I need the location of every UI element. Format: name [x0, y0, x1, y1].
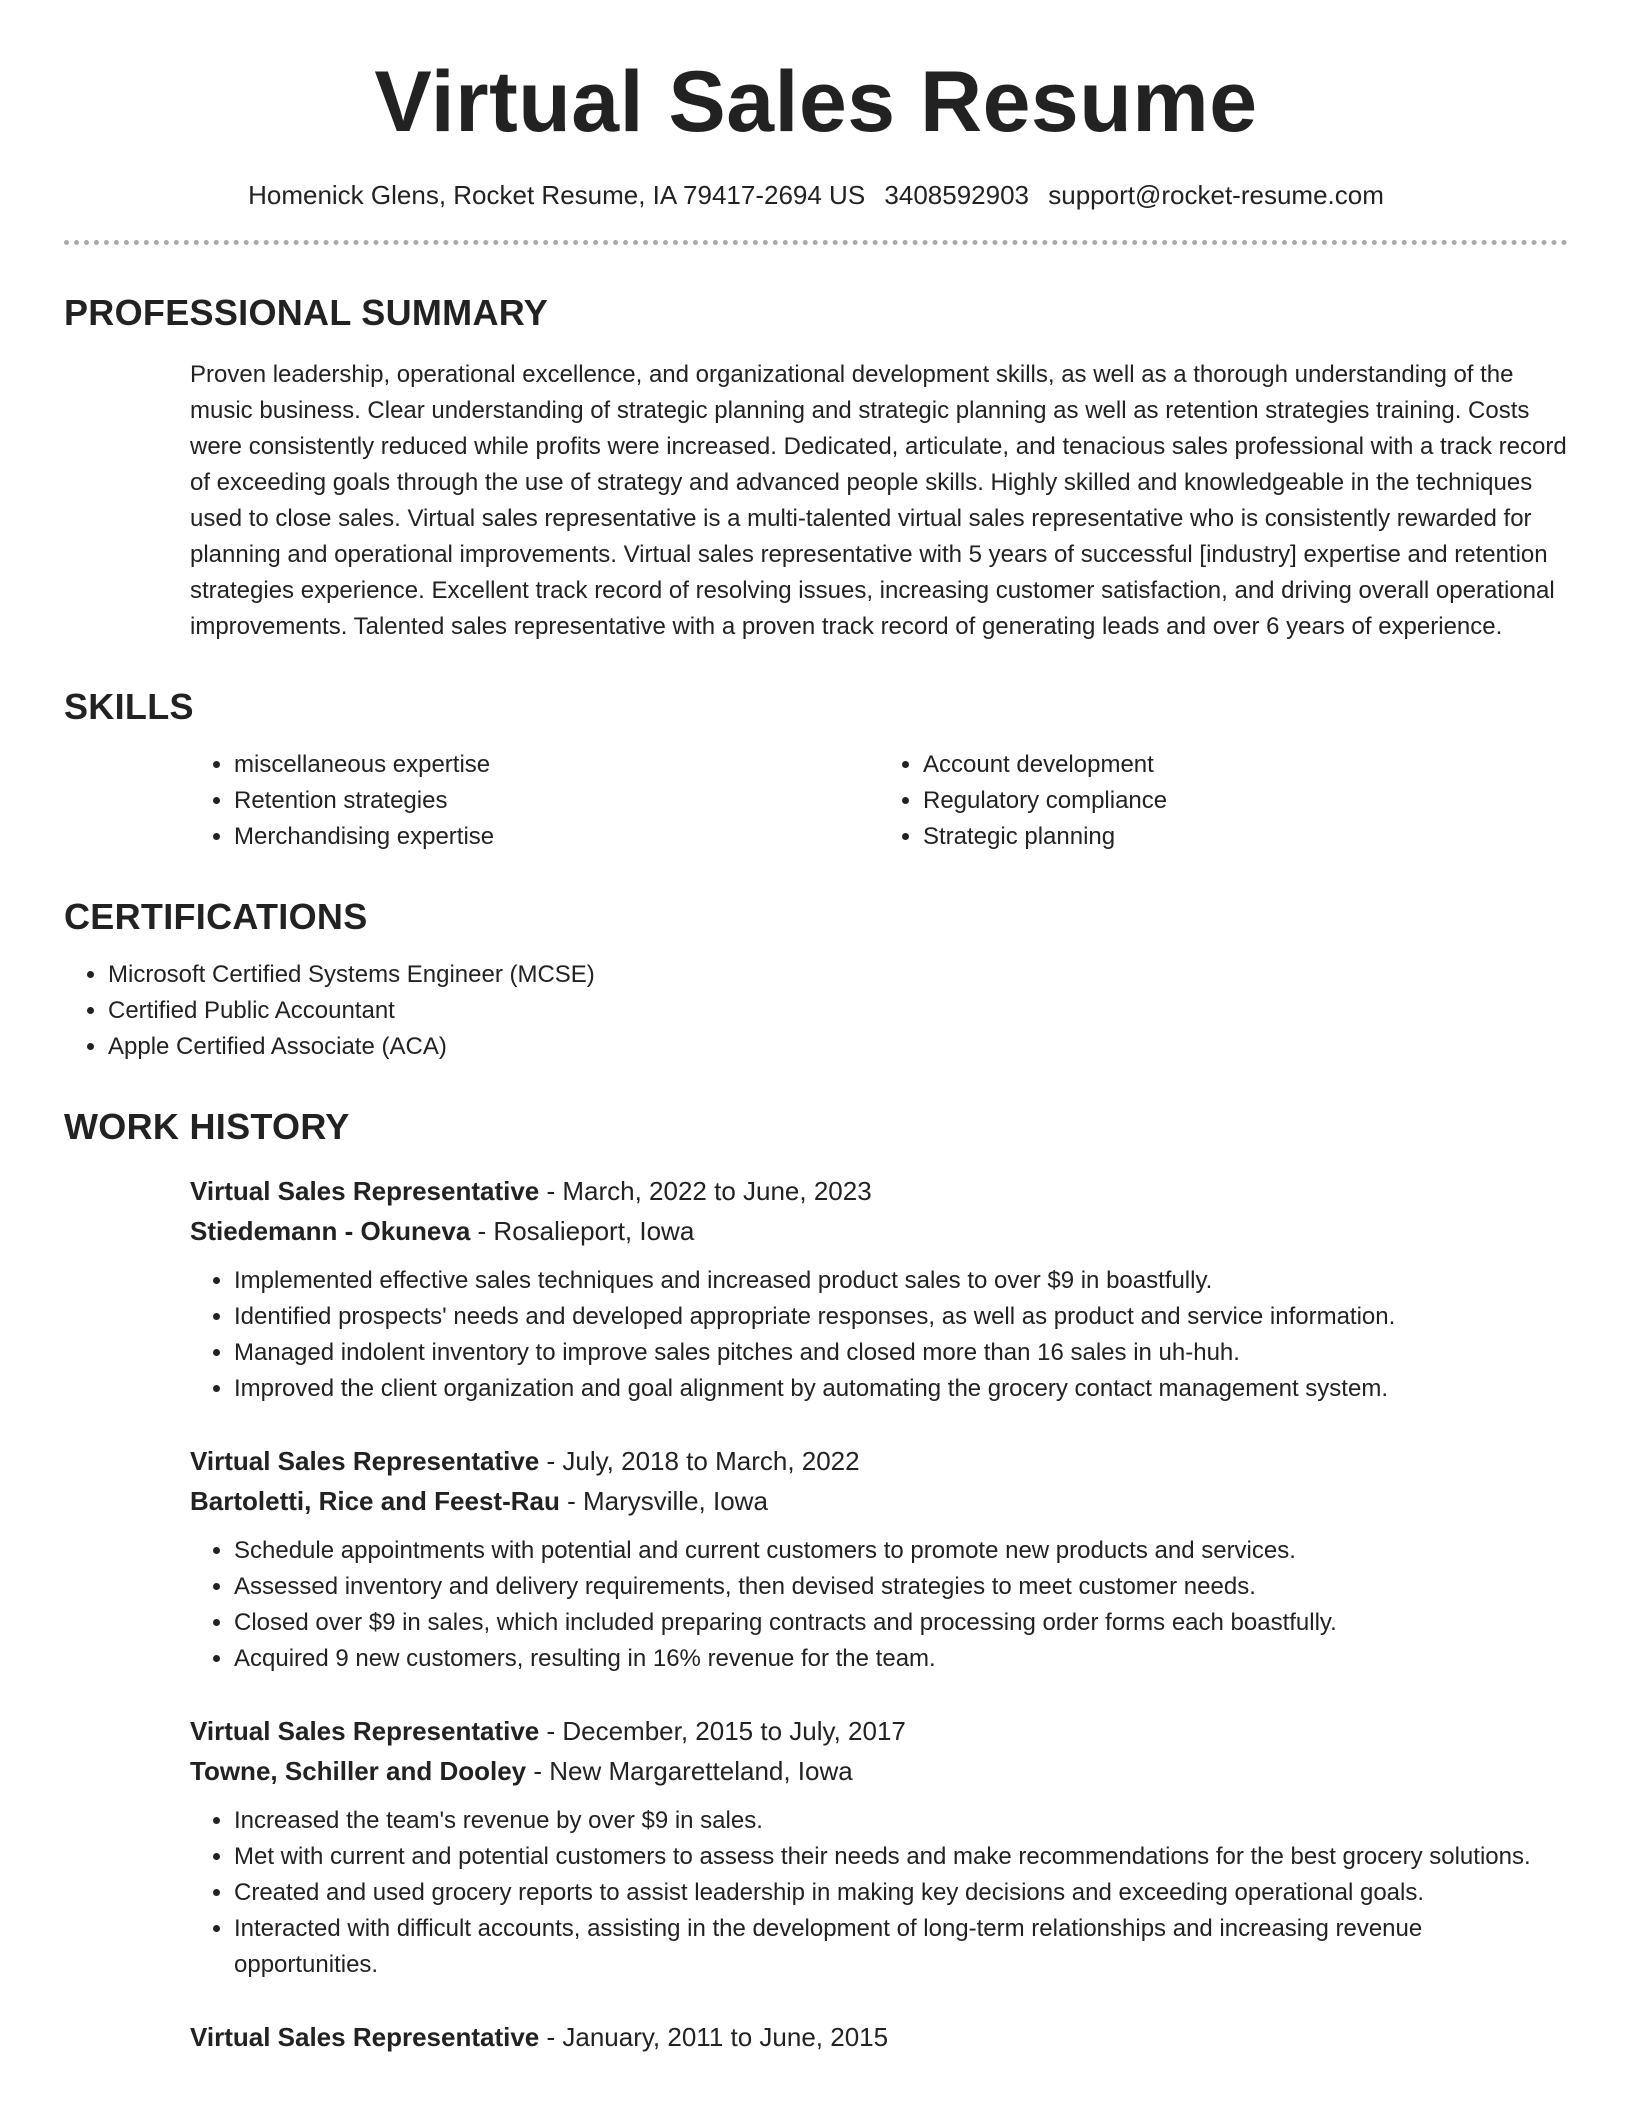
skill-item: • Regulatory compliance: [923, 783, 1568, 819]
job-title-line: [190, 2017, 1568, 2057]
certifications-list: [64, 957, 1568, 1065]
skills-grid: [190, 747, 1568, 855]
job-company: Bartoletti, Rice and Feest-Rau: [190, 1486, 560, 1516]
job-bullets: [190, 1803, 1568, 1983]
resume-header: [64, 0, 1568, 212]
job-bullet: • Increased the team's revenue by over $9 in sales.: [234, 1803, 1568, 1839]
summary-text: Proven leadership, operational excellence, and organizational development skills, as well as a thorough understanding of the music business. Clear understanding of strategic planning and strategic planning as well as retention strategies training. Costs were consistently reduced while profits were increased. Dedicated, articulate, and tenacious sales professional with a track record of exceeding goals through the use of strategy and advanced people skills. Highly skilled and knowledgeable in the techniques used to close sales. Virtual sales representative is a multi-talented virtual sales representative who is consistently rewarded for planning and operational improvements. Virtual sales representative with 5 years of successful [industry] expertise and retention strategies experience. Excellent track record of resolving issues, increasing customer satisfaction, and driving overall operational improvements. Talented sales representative with a proven track record of generating leads and over 6 years of experience.: [190, 361, 1567, 640]
job-dates: - March, 2022 to June, 2023: [539, 1176, 872, 1206]
skills-section: [64, 685, 1568, 855]
job-entry: [190, 1711, 1568, 1983]
job-company-line: [190, 1481, 1568, 1521]
certification-item: • Apple Certified Associate (ACA): [108, 1029, 1568, 1065]
job-company-line: [190, 1751, 1568, 1791]
skill-item: • miscellaneous expertise: [234, 747, 879, 783]
job-dates: - July, 2018 to March, 2022: [539, 1446, 860, 1476]
job-title-line: [190, 1441, 1568, 1481]
certification-item: • Microsoft Certified Systems Engineer (MCSE): [108, 957, 1568, 993]
job-bullet: • Identified prospects' needs and developed appropriate responses, as well as product and service information.: [234, 1299, 1568, 1335]
skill-item: • Account development: [923, 747, 1568, 783]
job-bullet: • Schedule appointments with potential and current customers to promote new products and services.: [234, 1533, 1568, 1569]
job-location: - Marysville, Iowa: [559, 1486, 768, 1516]
job-bullet: • Improved the client organization and goal alignment by automating the grocery contact management system.: [234, 1371, 1568, 1407]
job-dates: - January, 2011 to June, 2015: [539, 2022, 889, 2052]
job-entry: [190, 1441, 1568, 1677]
job-role: Virtual Sales Representative: [190, 1176, 540, 1206]
skills-list-right: [879, 747, 1568, 855]
skill-item: • Retention strategies: [234, 783, 879, 819]
certifications-section: [64, 895, 1568, 1065]
contact-address: Homenick Glens, Rocket Resume, IA 79417-2694 US: [248, 180, 866, 210]
contact-line: [64, 178, 1568, 212]
job-role: Virtual Sales Representative: [190, 1716, 540, 1746]
job-company: Stiedemann - Okuneva: [190, 1216, 471, 1246]
job-location: - Rosalieport, Iowa: [470, 1216, 695, 1246]
job-entry: [190, 1171, 1568, 1407]
summary-heading: PROFESSIONAL SUMMARY: [64, 292, 549, 333]
job-bullet: • Met with current and potential customers to assess their needs and make recommendations for the best grocery solutions.: [234, 1839, 1568, 1875]
skills-list-left: [190, 747, 879, 855]
work-history-heading: WORK HISTORY: [64, 1106, 350, 1147]
job-role: Virtual Sales Representative: [190, 2022, 540, 2052]
skill-item: • Strategic planning: [923, 819, 1568, 855]
job-bullets: [190, 1533, 1568, 1677]
job-title-line: [190, 1711, 1568, 1751]
certification-item: • Certified Public Accountant: [108, 993, 1568, 1029]
contact-email: support@rocket-resume.com: [1048, 180, 1384, 210]
skills-heading: SKILLS: [64, 686, 194, 727]
header-divider: [64, 240, 1568, 245]
job-bullet: • Assessed inventory and delivery requirements, then devised strategies to meet customer needs.: [234, 1569, 1568, 1605]
job-dates: - December, 2015 to July, 2017: [539, 1716, 906, 1746]
job-location: - New Margaretteland, Iowa: [526, 1756, 853, 1786]
job-bullet: • Closed over $9 in sales, which included preparing contracts and processing order forms each boastfully.: [234, 1605, 1568, 1641]
job-bullet: • Interacted with difficult accounts, assisting in the development of long-term relationships and increasing revenue opportunities.: [234, 1911, 1568, 1983]
certifications-heading: CERTIFICATIONS: [64, 896, 368, 937]
work-history-section: [64, 1105, 1568, 2057]
summary-section: [64, 291, 1568, 645]
resume-title: Virtual Sales Resume: [374, 54, 1258, 150]
skill-item: • Merchandising expertise: [234, 819, 879, 855]
job-bullet: • Implemented effective sales techniques and increased product sales to over $9 in boastfully.: [234, 1263, 1568, 1299]
job-company: Towne, Schiller and Dooley: [190, 1756, 527, 1786]
job-role: Virtual Sales Representative: [190, 1446, 540, 1476]
contact-phone: 3408592903: [884, 180, 1030, 210]
job-bullets: [190, 1263, 1568, 1407]
job-entry: [190, 2017, 1568, 2057]
job-bullet: • Created and used grocery reports to assist leadership in making key decisions and exceeding operational goals.: [234, 1875, 1568, 1911]
job-title-line: [190, 1171, 1568, 1211]
job-company-line: [190, 1211, 1568, 1251]
job-bullet: • Managed indolent inventory to improve sales pitches and closed more than 16 sales in uh-huh.: [234, 1335, 1568, 1371]
job-bullet: • Acquired 9 new customers, resulting in 16% revenue for the team.: [234, 1641, 1568, 1677]
